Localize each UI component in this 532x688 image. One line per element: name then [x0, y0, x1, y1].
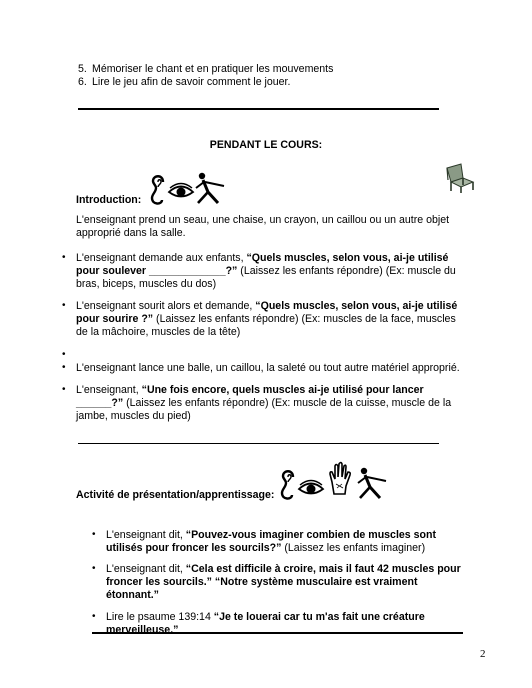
- intro-paragraph: L'enseignant prend un seau, une chaise, un crayon, un caillou ou un autre objet approprié dans la salle.: [76, 214, 450, 239]
- text: [76, 349, 462, 361]
- ear-icon: [148, 172, 166, 206]
- divider: [92, 632, 463, 634]
- bullet-icon: •: [92, 529, 96, 540]
- bullet-icon: •: [62, 252, 66, 263]
- text: (Laissez les enfants imaginer): [281, 541, 426, 554]
- eye-icon: [298, 480, 324, 498]
- chair-icon: [443, 162, 475, 194]
- bullet-icon: •: [62, 384, 66, 395]
- text: Lire le psaume 139:14: [106, 611, 214, 623]
- question: “Une fois encore, quels muscles ai-je utilisé pour lancer ______?”: [76, 384, 424, 409]
- bullet-icon: •: [92, 563, 96, 574]
- list-item: [62, 252, 462, 291]
- hand-icon: [328, 462, 352, 496]
- list-item: [62, 300, 462, 339]
- text: (Laissez les enfants répondre) (Ex: muscles de la face, muscles de la mâchoire, muscles de la tête): [76, 312, 456, 338]
- divider: [78, 108, 439, 110]
- list-item: [92, 529, 472, 555]
- list-item: [62, 349, 462, 361]
- list-item: [78, 76, 458, 89]
- text: L'enseignant sourit alors et demande,: [76, 300, 256, 312]
- text: L'enseignant dit,: [106, 563, 186, 575]
- bullet-icon: •: [62, 362, 66, 373]
- ear-icon: [278, 467, 296, 501]
- list-item: [62, 362, 462, 375]
- question: “Quels muscles, selon vous, ai-je utilisé pour sourire ?”: [76, 300, 458, 325]
- quote: “Pouvez-vous imaginer combien de muscles sont utilisés pour froncer les sourcils?”: [106, 529, 436, 554]
- text: L'enseignant,: [76, 384, 142, 396]
- text: L'enseignant demande aux enfants,: [76, 252, 247, 264]
- bullet-list: [62, 252, 462, 432]
- bullet-icon: •: [92, 611, 96, 622]
- eye-icon: [168, 183, 194, 201]
- page-number: 2: [480, 648, 486, 660]
- activity-label: Activité de présentation/apprentissage:: [76, 489, 275, 501]
- numbered-list: [78, 63, 458, 89]
- list-text: Lire le jeu afin de savoir comment le jouer.: [92, 75, 291, 88]
- divider: [78, 443, 439, 444]
- intro-label: Introduction:: [76, 194, 142, 206]
- list-item: [92, 563, 472, 602]
- quote: “Je te louerai car tu m'as fait une créature merveilleuse.”: [106, 611, 425, 636]
- section-heading: PENDANT LE COURS:: [209, 139, 323, 151]
- list-number: 6.: [78, 75, 87, 88]
- bullet-icon: •: [62, 300, 66, 311]
- stretching-person-icon: [194, 172, 228, 206]
- question: “Quels muscles, selon vous, ai-je utilisé pour soulever _____________?”: [76, 252, 449, 277]
- list-number: 5.: [78, 63, 87, 75]
- quote: “Cela est difficile à croire, mais il faut 42 muscles pour froncer les sourcils.” “Notre système musculaire est vraiment étonnant.”: [106, 563, 461, 601]
- list-item: [62, 384, 462, 423]
- activity-list: [92, 529, 472, 639]
- list-item: [78, 63, 458, 76]
- text: (Laissez les enfants répondre) (Ex: muscle de la cuisse, muscle de la jambe, muscles du pied): [76, 396, 452, 422]
- text: (Laissez les enfants répondre) (Ex: muscle du bras, biceps, muscles du dos): [76, 264, 456, 290]
- text: L'enseignant dit,: [106, 529, 186, 541]
- stretching-person-icon: [356, 467, 390, 501]
- bullet-icon: •: [62, 349, 66, 360]
- text: L'enseignant lance une balle, un caillou, la saleté ou tout autre matériel approprié.: [76, 362, 460, 374]
- list-text: Mémoriser le chant et en pratiquer les mouvements: [92, 63, 334, 75]
